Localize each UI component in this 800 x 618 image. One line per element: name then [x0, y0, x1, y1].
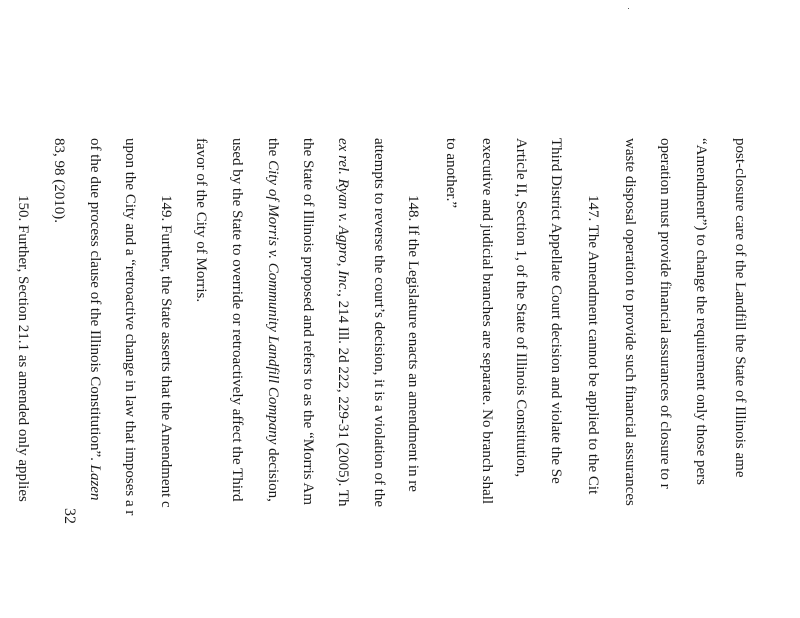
text-line	[622, 138, 637, 506]
text-line	[371, 138, 386, 507]
italic-citation: Lazen	[87, 464, 103, 501]
text-run: to another.”	[443, 138, 459, 208]
text-line	[585, 195, 600, 494]
text-line	[513, 138, 528, 477]
scan-speck	[628, 8, 629, 9]
text-run: “Amendment”) to change the requirement only those pers	[693, 138, 709, 485]
text-line	[15, 195, 30, 502]
text-line	[732, 138, 747, 477]
text-line	[265, 138, 280, 502]
text-line	[479, 138, 494, 504]
italic-citation: City of Morris v. Community Landfill Company	[265, 160, 281, 445]
text-run: Article II, Section 1, of the State of Illinois Constitution,	[513, 138, 529, 478]
text-run: executive and judicial branches are separate. No branch shall	[479, 138, 495, 505]
text-run: waste disposal operation to provide such financial assurances	[622, 138, 638, 506]
text-run: attempts to reverse the court’s decision, it is a violation of the	[371, 138, 387, 508]
text-run: post-closure care of the Landfill the State of Illinois ame	[732, 138, 748, 478]
text-line	[548, 138, 563, 484]
text-line	[51, 138, 66, 223]
page-number: 32	[61, 508, 78, 524]
text-run: operation must provide financial assurances of closure to r	[657, 138, 673, 489]
text-run: decision,	[265, 444, 281, 502]
text-run: upon the City and a “retroactive change in law that imposes a r	[122, 138, 138, 516]
text-line	[405, 195, 420, 492]
text-line	[122, 138, 137, 515]
text-line	[657, 138, 672, 489]
text-run: 147. The Amendment cannot be applied to the Cit	[585, 195, 601, 495]
text-line	[158, 195, 173, 508]
text-run: 83, 98 (2010).	[51, 138, 67, 223]
text-line	[300, 138, 315, 505]
text-run: 148. If the Legislature enacts an amendment in re	[405, 195, 421, 492]
text-run: 150. Further, Section 21.1 as amended only applies	[15, 195, 31, 502]
text-run: 149. Further, the State asserts that the Amendment c	[158, 195, 174, 508]
text-run: used by the State to override or retroactively affect the Third	[229, 138, 245, 502]
text-line	[87, 138, 102, 500]
text-run: the	[265, 138, 281, 161]
text-run: , 214 Ill. 2d 222, 229-31 (2005). Th	[335, 293, 351, 507]
text-line	[193, 138, 208, 302]
text-run: the State of Illinois proposed and refers to as the “Morris Am	[300, 138, 316, 506]
text-line	[693, 138, 708, 485]
text-line	[443, 138, 458, 208]
text-run: of the due process clause of the Illinois Constitution”.	[87, 138, 103, 465]
text-run: favor of the City of Morris.	[193, 138, 209, 303]
text-line	[229, 138, 244, 501]
text-line	[335, 138, 350, 507]
italic-citation: ex rel. Ryan v. Agpro, Inc.	[335, 138, 351, 294]
text-run: Third District Appellate Court decision and violate the Se	[548, 138, 564, 484]
